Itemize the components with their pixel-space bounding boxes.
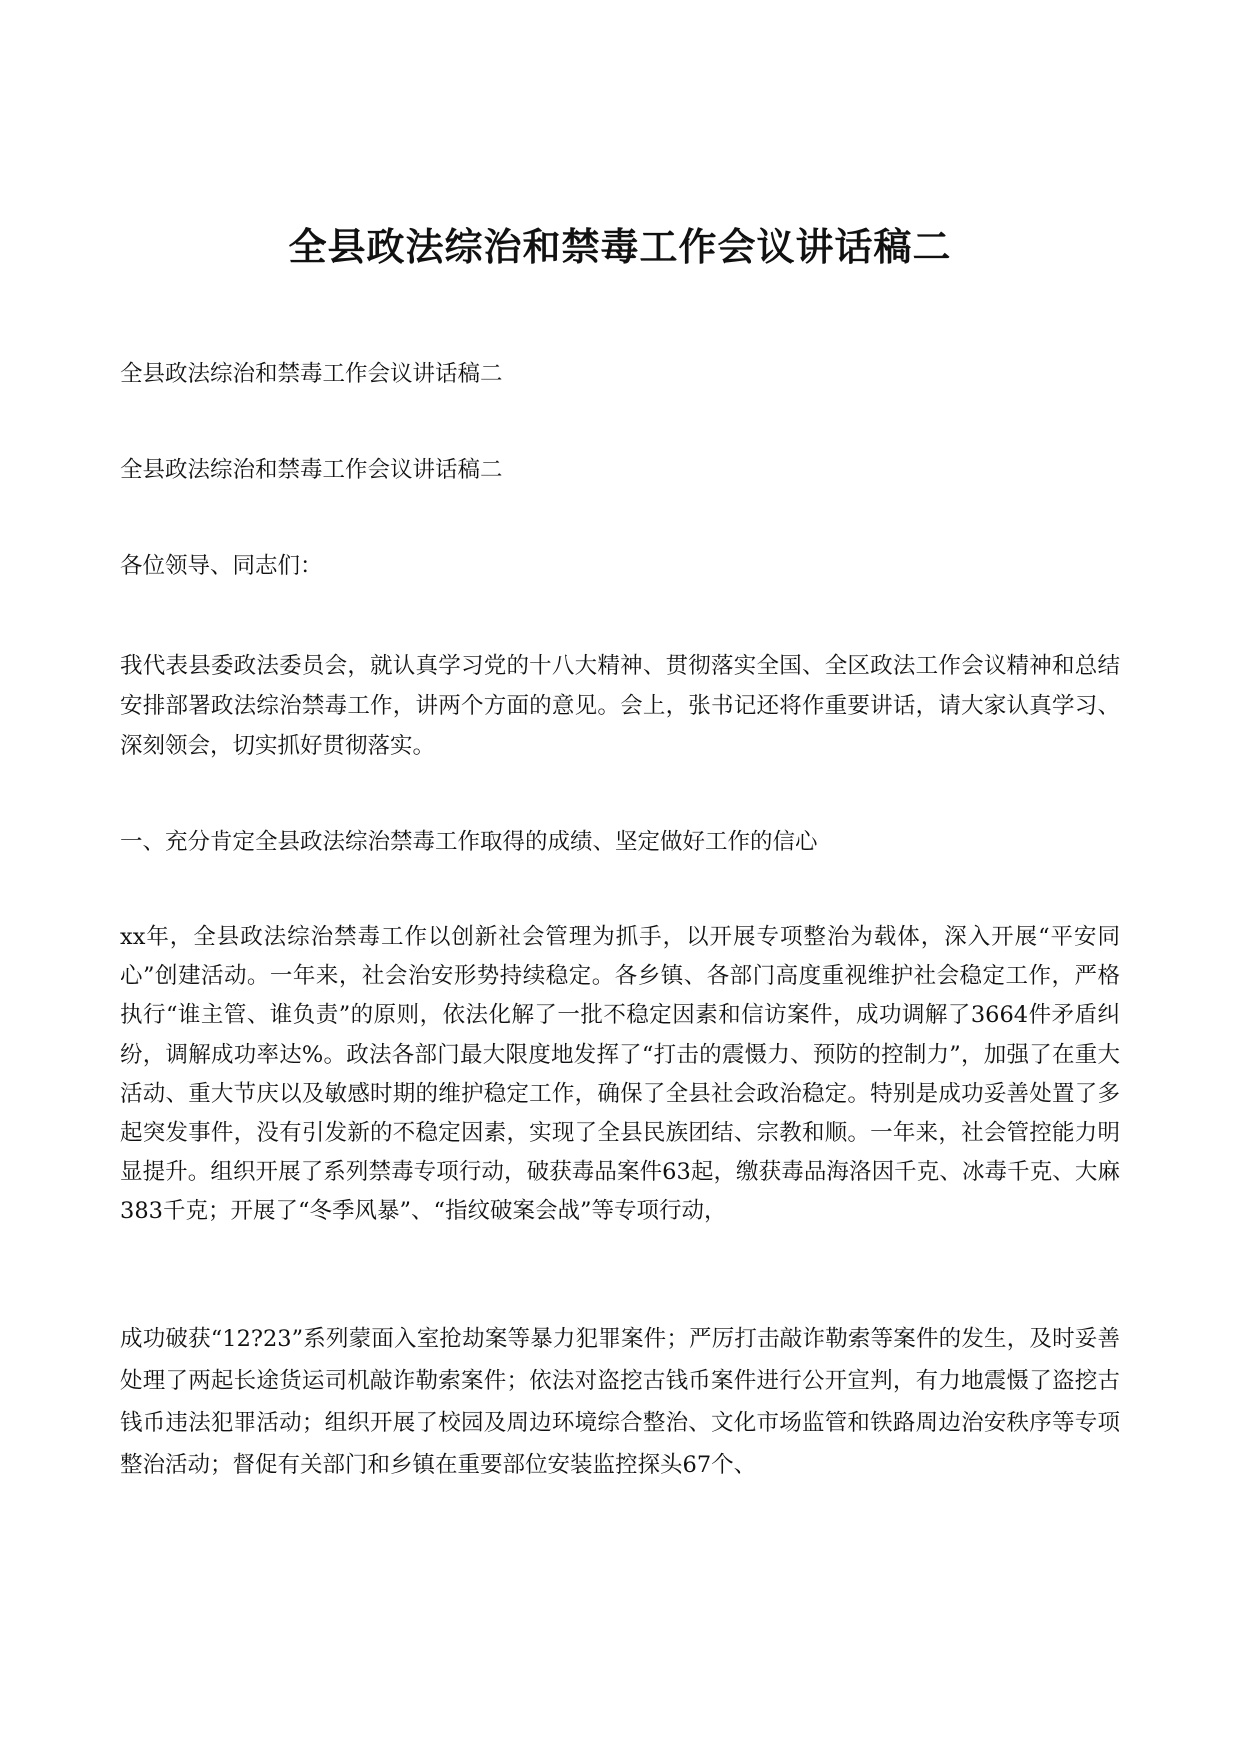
- repeated-title-2: 全县政法综治和禁毒工作会议讲话稿二: [120, 457, 503, 483]
- section-heading-1: 一、充分肯定全县政法综治禁毒工作取得的成绩、坚定做好工作的信心: [120, 829, 818, 855]
- paragraph-achievements: xx年，全县政法综治禁毒工作以创新社会管理为抓手，以开展专项整治为载体，深入开展“平安同心”创建活动。一年来，社会治安形势持续稳定。各乡镇、各部门高度重视维护社会稳定工作，严格执行“谁主管、谁负责”的原则，依法化解了一批不稳定因素和信访案件，成功调解了3664件矛盾纠纷，调解成功率达%。政法各部门最大限度地发挥了“打击的震慑力、预防的控制力”，加强了在重大活动、重大节庆以及敏感时期的维护稳定工作，确保了全县社会政治稳定。特别是成功妥善处置了多起突发事件，没有引发新的不稳定因素，实现了全县民族团结、宗教和顺。一年来，社会管控能力明显提升。组织开展了系列禁毒专项行动，破获毒品案件63起，缴获毒品海洛因千克、冰毒千克、大麻383千克；开展了“冬季风暴”、“指纹破案会战”等专项行动，: [120, 924, 1120, 1225]
- paragraph-cases: 成功破获“12?23”系列蒙面入室抢劫案等暴力犯罪案件；严厉打击敲诈勒索等案件的发生，及时妥善处理了两起长途货运司机敲诈勒索案件；依法对盗挖古钱币案件进行公开宣判，有力地震慑了盗挖古钱币违法犯罪活动；组织开展了校园及周边环境综合整治、文化市场监管和铁路周边治安秩序等专项整治活动；督促有关部门和乡镇在重要部位安装监控探头67个、: [120, 1326, 1120, 1478]
- salutation: 各位领导、同志们：: [120, 553, 323, 579]
- repeated-title-1: 全县政法综治和禁毒工作会议讲话稿二: [120, 361, 503, 387]
- document-title: 全县政法综治和禁毒工作会议讲话稿二: [288, 224, 952, 269]
- paragraph-intro: 我代表县委政法委员会，就认真学习党的十八大精神、贯彻落实全国、全区政法工作会议精神和总结安排部署政法综治禁毒工作，讲两个方面的意见。会上，张书记还将作重要讲话，请大家认真学习、深刻领会，切实抓好贯彻落实。: [120, 653, 1120, 759]
